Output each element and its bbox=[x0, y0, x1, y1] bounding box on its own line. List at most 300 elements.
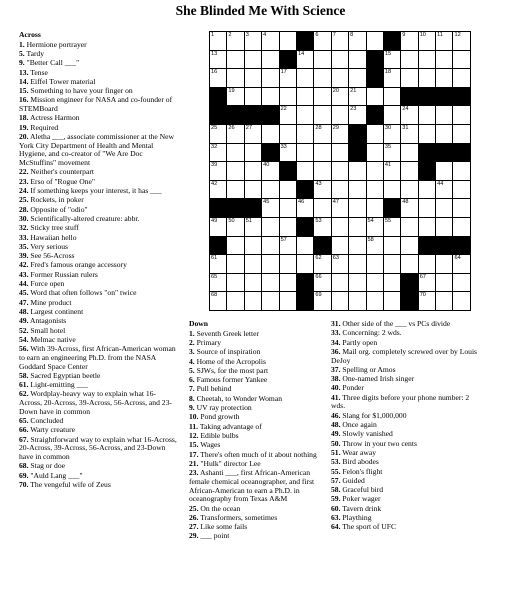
grid-cell[interactable] bbox=[210, 32, 227, 51]
grid-cell[interactable] bbox=[280, 69, 297, 88]
grid-cell[interactable] bbox=[262, 88, 279, 107]
grid-cell[interactable] bbox=[332, 125, 349, 144]
grid-cell[interactable] bbox=[332, 51, 349, 70]
cell-number: 14 bbox=[297, 50, 305, 57]
clue-text: Guided bbox=[340, 475, 365, 485]
grid-cell[interactable] bbox=[384, 51, 401, 70]
clue-number: 27. bbox=[189, 522, 199, 532]
grid-cell[interactable] bbox=[210, 255, 227, 274]
clue-text: Ponder bbox=[340, 383, 364, 393]
grid-cell[interactable] bbox=[419, 292, 436, 311]
grid-cell[interactable] bbox=[419, 274, 436, 293]
grid-cell[interactable] bbox=[367, 255, 384, 274]
grid-cell[interactable] bbox=[262, 125, 279, 144]
grid-cell[interactable] bbox=[436, 32, 453, 51]
grid-cell[interactable] bbox=[245, 181, 262, 200]
grid-cell[interactable] bbox=[453, 255, 470, 274]
grid-cell[interactable] bbox=[262, 292, 279, 311]
clue-number: 61. bbox=[19, 380, 29, 390]
grid-cell[interactable] bbox=[384, 255, 401, 274]
grid-cell[interactable] bbox=[210, 274, 227, 293]
down-clue-list-continued bbox=[331, 320, 481, 533]
clue-text: Tense bbox=[28, 67, 48, 77]
grid-cell[interactable] bbox=[227, 255, 244, 274]
cell-number: 57 bbox=[280, 236, 287, 243]
grid-cell[interactable] bbox=[453, 162, 470, 181]
grid-cell[interactable] bbox=[419, 199, 436, 218]
clue-text: Required bbox=[28, 122, 59, 132]
grid-cell[interactable] bbox=[367, 162, 384, 181]
grid-cell[interactable] bbox=[297, 125, 314, 144]
clue-number: 59. bbox=[331, 494, 341, 504]
grid-cell[interactable] bbox=[262, 218, 279, 237]
grid-cell[interactable] bbox=[436, 106, 453, 125]
grid-cell[interactable] bbox=[384, 237, 401, 256]
grid-cell[interactable] bbox=[280, 199, 297, 218]
clue-item bbox=[19, 390, 177, 416]
grid-row bbox=[210, 237, 471, 256]
grid-cell[interactable] bbox=[436, 255, 453, 274]
grid-cell[interactable] bbox=[419, 125, 436, 144]
grid-cell[interactable] bbox=[227, 32, 244, 51]
grid-cell[interactable] bbox=[210, 144, 227, 163]
grid-cell[interactable] bbox=[349, 218, 366, 237]
grid-cell[interactable] bbox=[297, 162, 314, 181]
clue-text: Aletha ___, associate commissioner at the New York City Department of Health and Mental Hygiene, and co-creator of "We Are Doc McStuffins" movement bbox=[19, 132, 175, 168]
clue-number: 57. bbox=[331, 475, 341, 485]
block-cell bbox=[401, 274, 418, 293]
clue-number: 7. bbox=[189, 384, 195, 394]
grid-cell[interactable] bbox=[280, 144, 297, 163]
cell-number: 54 bbox=[367, 217, 374, 224]
grid-cell[interactable] bbox=[332, 162, 349, 181]
clue-number: 36. bbox=[331, 346, 341, 356]
grid-cell[interactable] bbox=[314, 69, 331, 88]
grid-cell[interactable] bbox=[384, 106, 401, 125]
grid-cell[interactable] bbox=[227, 218, 244, 237]
grid-cell[interactable] bbox=[314, 255, 331, 274]
grid-cell[interactable] bbox=[332, 274, 349, 293]
grid-cell[interactable] bbox=[367, 125, 384, 144]
grid-cell[interactable] bbox=[245, 32, 262, 51]
grid-cell[interactable] bbox=[332, 69, 349, 88]
grid-cell[interactable] bbox=[227, 144, 244, 163]
grid-cell[interactable] bbox=[314, 125, 331, 144]
grid-cell[interactable] bbox=[401, 144, 418, 163]
grid-cell[interactable] bbox=[401, 199, 418, 218]
grid-row bbox=[210, 274, 471, 293]
grid-cell[interactable] bbox=[419, 218, 436, 237]
grid-cell[interactable] bbox=[314, 88, 331, 107]
grid-cell[interactable] bbox=[436, 274, 453, 293]
clue-text: Throw in your two cents bbox=[340, 438, 417, 448]
grid-cell[interactable] bbox=[262, 69, 279, 88]
grid-cell[interactable] bbox=[314, 51, 331, 70]
grid-cell[interactable] bbox=[384, 88, 401, 107]
grid-cell[interactable] bbox=[453, 199, 470, 218]
grid-cell[interactable] bbox=[210, 181, 227, 200]
block-cell bbox=[436, 237, 453, 256]
cell-number: 3 bbox=[245, 32, 249, 38]
cell-number: 26 bbox=[228, 124, 235, 131]
clue-number: 42. bbox=[19, 260, 29, 270]
cell-number: 50 bbox=[228, 217, 235, 224]
clue-number: 22. bbox=[19, 167, 29, 177]
clue-text: Scientifically-altered creature: abbr. bbox=[28, 213, 140, 223]
grid-cell[interactable] bbox=[367, 218, 384, 237]
clue-number: 49. bbox=[19, 316, 29, 326]
clue-number: 13. bbox=[19, 67, 29, 77]
grid-cell[interactable] bbox=[401, 162, 418, 181]
grid-cell[interactable] bbox=[297, 237, 314, 256]
grid-cell[interactable] bbox=[367, 88, 384, 107]
grid-cell[interactable] bbox=[332, 106, 349, 125]
grid-cell[interactable] bbox=[349, 88, 366, 107]
clue-number: 55. bbox=[331, 466, 341, 476]
grid-cell[interactable] bbox=[367, 32, 384, 51]
grid-cell[interactable] bbox=[384, 218, 401, 237]
clue-text: Poker wager bbox=[340, 494, 381, 504]
cell-number: 49 bbox=[211, 217, 218, 224]
cell-number: 48 bbox=[402, 199, 409, 206]
grid-cell[interactable] bbox=[349, 237, 366, 256]
clue-number: 54. bbox=[19, 334, 29, 344]
grid-cell[interactable] bbox=[436, 181, 453, 200]
grid-cell[interactable] bbox=[314, 162, 331, 181]
clue-number: 29. bbox=[189, 531, 199, 541]
grid-cell[interactable] bbox=[367, 292, 384, 311]
cell-number: 22 bbox=[280, 106, 287, 113]
block-cell bbox=[349, 125, 366, 144]
grid-cell[interactable] bbox=[332, 32, 349, 51]
grid-cell[interactable] bbox=[297, 69, 314, 88]
grid-cell[interactable] bbox=[401, 218, 418, 237]
grid-cell[interactable] bbox=[453, 292, 470, 311]
clue-text: Primary bbox=[194, 338, 222, 347]
grid-row bbox=[210, 218, 471, 237]
grid-cell[interactable] bbox=[245, 144, 262, 163]
grid-cell[interactable] bbox=[384, 162, 401, 181]
grid-cell[interactable] bbox=[401, 106, 418, 125]
grid-cell[interactable] bbox=[280, 292, 297, 311]
clue-number: 30. bbox=[19, 213, 29, 223]
clue-text: Sticky tree stuff bbox=[28, 223, 79, 233]
clue-text: Seventh Greek letter bbox=[194, 328, 260, 338]
clue-text: Sacred Egyptian beetle bbox=[28, 370, 101, 380]
grid-cell[interactable] bbox=[436, 292, 453, 311]
grid-row bbox=[210, 106, 471, 125]
grid-cell[interactable] bbox=[314, 106, 331, 125]
clue-number: 52. bbox=[19, 325, 29, 335]
grid-cell[interactable] bbox=[436, 218, 453, 237]
grid-cell[interactable] bbox=[210, 69, 227, 88]
grid-cell[interactable] bbox=[401, 237, 418, 256]
clue-text: There's often much of it about nothing bbox=[198, 449, 317, 459]
grid-cell[interactable] bbox=[227, 88, 244, 107]
grid-cell[interactable] bbox=[453, 274, 470, 293]
grid-cell[interactable] bbox=[280, 106, 297, 125]
clue-item bbox=[19, 436, 177, 462]
grid-cell[interactable] bbox=[314, 32, 331, 51]
cell-number: 8 bbox=[350, 32, 354, 38]
grid-cell[interactable] bbox=[280, 255, 297, 274]
grid-cell[interactable] bbox=[314, 274, 331, 293]
cell-number: 33 bbox=[280, 143, 287, 150]
grid-cell[interactable] bbox=[419, 181, 436, 200]
grid-cell[interactable] bbox=[280, 218, 297, 237]
grid-cell[interactable] bbox=[349, 274, 366, 293]
block-cell bbox=[245, 106, 262, 125]
cell-number: 40 bbox=[263, 162, 270, 169]
grid-cell[interactable] bbox=[367, 199, 384, 218]
grid-cell[interactable] bbox=[245, 162, 262, 181]
grid-cell[interactable] bbox=[227, 237, 244, 256]
clue-number: 6. bbox=[189, 375, 195, 385]
clue-text: One-named Irish singer bbox=[340, 374, 415, 384]
grid-cell[interactable] bbox=[314, 181, 331, 200]
grid-cell[interactable] bbox=[227, 125, 244, 144]
grid-cell[interactable] bbox=[401, 32, 418, 51]
cell-number: 70 bbox=[419, 292, 426, 299]
grid-cell[interactable] bbox=[297, 88, 314, 107]
cell-number: 61 bbox=[211, 255, 218, 262]
grid-cell[interactable] bbox=[297, 51, 314, 70]
clue-number: 41. bbox=[331, 392, 341, 402]
cell-number: 42 bbox=[211, 180, 218, 187]
grid-cell[interactable] bbox=[453, 181, 470, 200]
block-cell bbox=[262, 144, 279, 163]
clue-number: 23. bbox=[189, 468, 199, 478]
grid-cell[interactable] bbox=[227, 292, 244, 311]
grid-cell[interactable] bbox=[332, 144, 349, 163]
grid-cell[interactable] bbox=[401, 125, 418, 144]
grid-cell[interactable] bbox=[262, 181, 279, 200]
grid-cell[interactable] bbox=[314, 292, 331, 311]
grid-cell[interactable] bbox=[262, 51, 279, 70]
grid-cell[interactable] bbox=[419, 69, 436, 88]
clue-number: 10. bbox=[189, 412, 199, 422]
grid-cell[interactable] bbox=[419, 32, 436, 51]
cell-number: 21 bbox=[350, 87, 357, 94]
grid-cell[interactable] bbox=[384, 181, 401, 200]
grid-cell[interactable] bbox=[245, 125, 262, 144]
grid-cell[interactable] bbox=[245, 218, 262, 237]
clue-text: Pull behind bbox=[194, 384, 232, 394]
grid-cell[interactable] bbox=[280, 181, 297, 200]
clue-number: 14. bbox=[19, 76, 29, 86]
clue-number: 23. bbox=[19, 176, 29, 186]
grid-cell[interactable] bbox=[453, 106, 470, 125]
grid-cell[interactable] bbox=[367, 237, 384, 256]
clue-number: 5. bbox=[19, 49, 25, 58]
grid-cell[interactable] bbox=[245, 51, 262, 70]
grid-cell[interactable] bbox=[245, 237, 262, 256]
block-cell bbox=[349, 144, 366, 163]
grid-cell[interactable] bbox=[245, 274, 262, 293]
grid-cell[interactable] bbox=[227, 51, 244, 70]
grid-cell[interactable] bbox=[297, 106, 314, 125]
grid-cell[interactable] bbox=[401, 69, 418, 88]
grid-cell[interactable] bbox=[419, 106, 436, 125]
grid-cell[interactable] bbox=[332, 292, 349, 311]
grid-cell[interactable] bbox=[280, 237, 297, 256]
grid-cell[interactable] bbox=[436, 199, 453, 218]
grid-cell[interactable] bbox=[349, 162, 366, 181]
clue-item bbox=[19, 96, 177, 113]
grid-cell[interactable] bbox=[210, 51, 227, 70]
grid-cell[interactable] bbox=[332, 255, 349, 274]
cell-number: 46 bbox=[297, 199, 305, 206]
clue-text: The vengeful wife of Zeus bbox=[28, 480, 111, 490]
grid-cell[interactable] bbox=[280, 274, 297, 293]
grid-cell[interactable] bbox=[349, 199, 366, 218]
clue-text: See 56-Across bbox=[28, 251, 75, 261]
clue-text: Very serious bbox=[28, 241, 69, 251]
grid-cell[interactable] bbox=[453, 69, 470, 88]
grid-cell[interactable] bbox=[227, 274, 244, 293]
grid-cell[interactable] bbox=[210, 292, 227, 311]
clue-text: Straightforward way to explain what 16-Across, 20-Across, 39-Across, 56-Across, and 23-Down have in common bbox=[19, 434, 177, 462]
grid-cell[interactable] bbox=[332, 237, 349, 256]
grid-cell[interactable] bbox=[245, 69, 262, 88]
grid-cell[interactable] bbox=[245, 292, 262, 311]
grid-cell[interactable] bbox=[332, 218, 349, 237]
grid-row bbox=[210, 292, 471, 311]
clue-number: 12. bbox=[189, 430, 199, 440]
block-cell bbox=[453, 88, 470, 107]
grid-cell[interactable] bbox=[384, 144, 401, 163]
grid-cell[interactable] bbox=[227, 69, 244, 88]
grid-cell[interactable] bbox=[453, 51, 470, 70]
grid-cell[interactable] bbox=[297, 199, 314, 218]
grid-cell[interactable] bbox=[262, 237, 279, 256]
grid-cell[interactable] bbox=[332, 199, 349, 218]
grid-cell[interactable] bbox=[367, 181, 384, 200]
grid-cell[interactable] bbox=[297, 144, 314, 163]
clue-number: 2. bbox=[189, 338, 195, 347]
grid-cell[interactable] bbox=[384, 274, 401, 293]
cell-number: 32 bbox=[211, 143, 218, 150]
grid-cell[interactable] bbox=[314, 199, 331, 218]
grid-cell[interactable] bbox=[280, 88, 297, 107]
grid-cell[interactable] bbox=[384, 125, 401, 144]
grid-cell[interactable] bbox=[349, 106, 366, 125]
clue-text: Pond growth bbox=[198, 412, 240, 422]
grid-cell[interactable] bbox=[349, 51, 366, 70]
grid-cell[interactable] bbox=[349, 292, 366, 311]
grid-cell[interactable] bbox=[262, 162, 279, 181]
grid-cell[interactable] bbox=[349, 32, 366, 51]
clue-number: 49. bbox=[331, 429, 341, 439]
cell-number: 69 bbox=[315, 292, 322, 299]
clue-number: 25. bbox=[19, 195, 29, 205]
clue-number: 1. bbox=[189, 328, 195, 338]
grid-cell[interactable] bbox=[314, 144, 331, 163]
grid-cell[interactable] bbox=[401, 181, 418, 200]
grid-row bbox=[210, 32, 471, 51]
grid-cell[interactable] bbox=[332, 181, 349, 200]
grid-cell[interactable] bbox=[349, 181, 366, 200]
clue-text: Antagonists bbox=[28, 316, 67, 326]
grid-cell[interactable] bbox=[280, 125, 297, 144]
grid-cell[interactable] bbox=[453, 218, 470, 237]
clue-number: 69. bbox=[19, 470, 29, 480]
grid-cell[interactable] bbox=[262, 255, 279, 274]
grid-cell[interactable] bbox=[419, 51, 436, 70]
block-cell bbox=[297, 274, 314, 293]
grid-cell[interactable] bbox=[349, 69, 366, 88]
grid-cell[interactable] bbox=[419, 255, 436, 274]
grid-cell[interactable] bbox=[314, 218, 331, 237]
grid-cell[interactable] bbox=[436, 69, 453, 88]
grid-cell[interactable] bbox=[210, 162, 227, 181]
grid-cell[interactable] bbox=[297, 255, 314, 274]
clue-text: "Auld Lang ___" bbox=[28, 470, 83, 480]
clue-number: 48. bbox=[19, 306, 29, 316]
clue-text: SJWs, for the most part bbox=[194, 365, 269, 375]
grid-cell[interactable] bbox=[436, 51, 453, 70]
grid-cell[interactable] bbox=[227, 181, 244, 200]
grid-cell[interactable] bbox=[227, 162, 244, 181]
clue-text: Eiffel Tower material bbox=[28, 76, 96, 86]
clue-text: Melmac native bbox=[28, 334, 76, 344]
grid-cell[interactable] bbox=[401, 51, 418, 70]
clue-item bbox=[19, 133, 177, 168]
grid-cell[interactable] bbox=[436, 125, 453, 144]
grid-cell[interactable] bbox=[262, 32, 279, 51]
grid-cell[interactable] bbox=[436, 162, 453, 181]
clue-number: 5. bbox=[189, 365, 195, 375]
clue-text: Wordplay-heavy way to explain what 16-Across, 20-Across, 39-Across, 56-Across, and 23-Down have in common bbox=[19, 389, 172, 416]
cell-number: 66 bbox=[315, 273, 322, 280]
clue-text: Plaything bbox=[340, 513, 372, 523]
clue-number: 56. bbox=[19, 344, 29, 354]
grid-cell[interactable] bbox=[453, 32, 470, 51]
cell-number: 29 bbox=[332, 124, 339, 131]
grid-cell[interactable] bbox=[245, 255, 262, 274]
clue-text: Warty creature bbox=[28, 425, 75, 435]
crossword-grid[interactable] bbox=[209, 31, 471, 311]
grid-cell[interactable] bbox=[262, 274, 279, 293]
grid-row bbox=[210, 181, 471, 200]
grid-cell[interactable] bbox=[349, 255, 366, 274]
clue-number: 50. bbox=[331, 438, 341, 448]
grid-cell[interactable] bbox=[210, 218, 227, 237]
clue-number: 8. bbox=[189, 393, 195, 403]
clue-text: Former Russian rulers bbox=[28, 269, 98, 279]
grid-cell[interactable] bbox=[453, 125, 470, 144]
grid-cell[interactable] bbox=[280, 32, 297, 51]
grid-cell[interactable] bbox=[384, 69, 401, 88]
cell-number: 43 bbox=[315, 180, 322, 187]
grid-cell[interactable] bbox=[384, 292, 401, 311]
grid-cell[interactable] bbox=[245, 88, 262, 107]
block-cell bbox=[384, 32, 401, 51]
grid-cell[interactable] bbox=[401, 255, 418, 274]
grid-cell[interactable] bbox=[367, 274, 384, 293]
block-cell bbox=[297, 218, 314, 237]
grid-cell[interactable] bbox=[332, 88, 349, 107]
clue-text: Word that often follows "on" twice bbox=[28, 288, 137, 298]
grid-row bbox=[210, 88, 471, 107]
cell-number: 58 bbox=[367, 236, 374, 243]
clue-number: 62. bbox=[19, 389, 29, 399]
cell-number: 18 bbox=[384, 69, 392, 76]
clue-text: Wages bbox=[198, 440, 221, 450]
grid-cell[interactable] bbox=[367, 144, 384, 163]
grid-cell[interactable] bbox=[262, 199, 279, 218]
grid-cell[interactable] bbox=[210, 125, 227, 144]
